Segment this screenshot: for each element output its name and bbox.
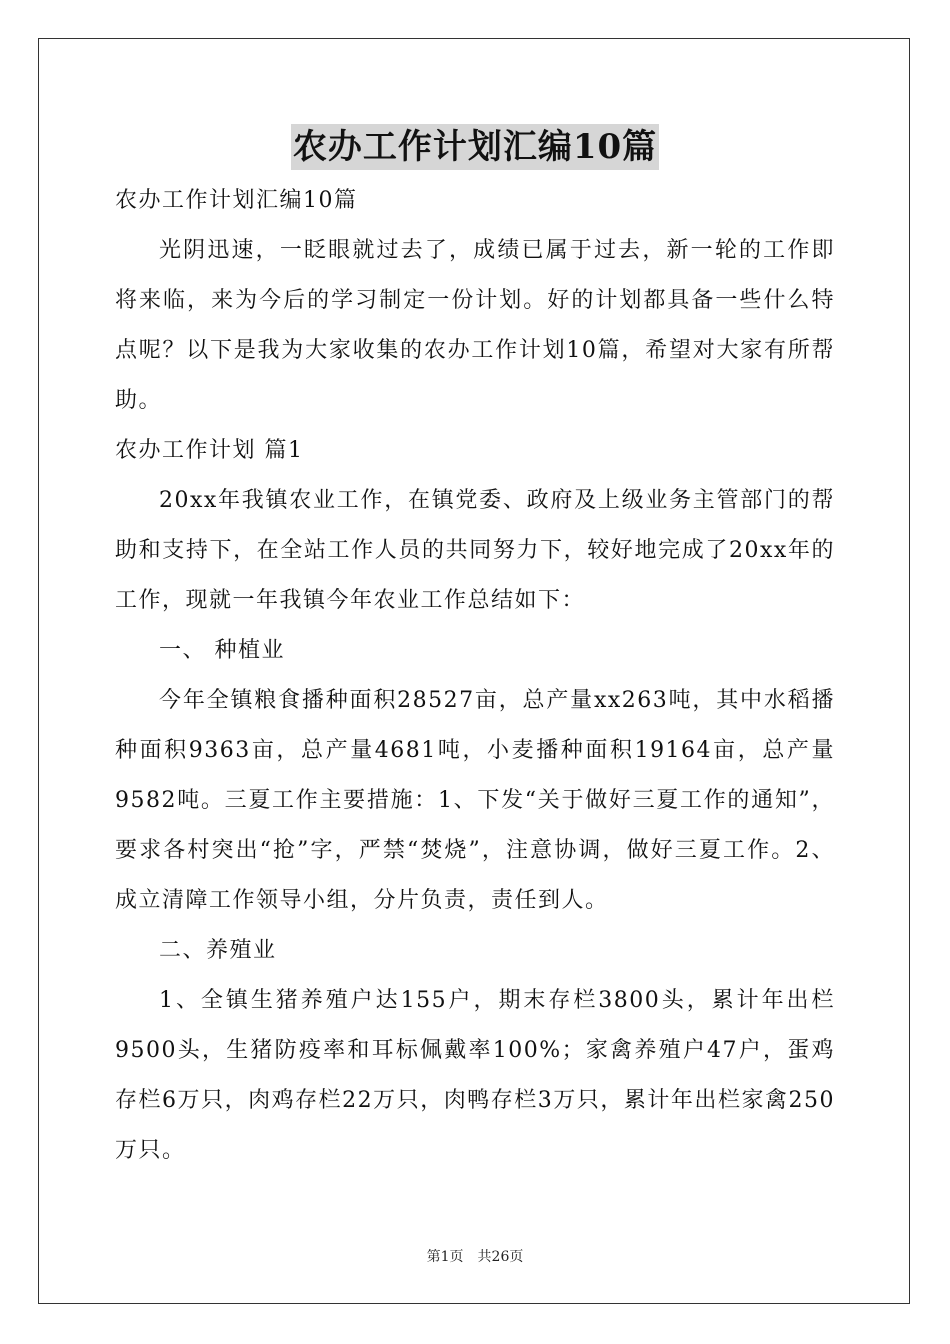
section-heading-plan-1: 农办工作计划 篇1	[115, 438, 304, 463]
paragraph-planting: 今年全镇粮食播种面积28527亩，总产量xx263吨，其中水稻播种面积9363亩，总产量4681吨，小麦播种面积19164亩，总产量9582吨。三夏工作主要措施：1、下发“关于做好三夏工作的通知”，要求各村突出“抢”字，严禁“焚烧”，注意协调，做好三夏工作。2、成立清障工作领导小组，分片负责，责任到人。	[115, 688, 835, 913]
paragraph-intro: 光阴迅速，一眨眼就过去了，成绩已属于过去，新一轮的工作即将来临，来为今后的学习制定一份计划。好的计划都具备一些什么特点呢？以下是我为大家收集的农办工作计划10篇，希望对大家有所帮助。	[115, 238, 835, 413]
subheading-planting: 一、 种植业	[159, 638, 285, 663]
subheading-breeding: 二、养殖业	[159, 938, 277, 963]
paragraph-summary: 20xx年我镇农业工作，在镇党委、政府及上级业务主管部门的帮助和支持下，在全站工作人员的共同努力下，较好地完成了20xx年的工作，现就一年我镇今年农业工作总结如下：	[115, 488, 835, 613]
document-title-text: 农办工作计划汇编10篇	[291, 124, 659, 170]
paragraph-subtitle: 农办工作计划汇编10篇	[115, 188, 358, 213]
document-body	[115, 176, 835, 1176]
document-title	[0, 124, 950, 170]
paragraph-breeding: 1、全镇生猪养殖户达155户，期末存栏3800头，累计年出栏9500头，生猪防疫率和耳标佩戴率100%；家禽养殖户47户，蛋鸡存栏6万只，肉鸡存栏22万只，肉鸭存栏3万只，累计年出栏家禽250万只。	[115, 988, 835, 1163]
page-number: 第1页 共26页	[426, 1249, 524, 1265]
